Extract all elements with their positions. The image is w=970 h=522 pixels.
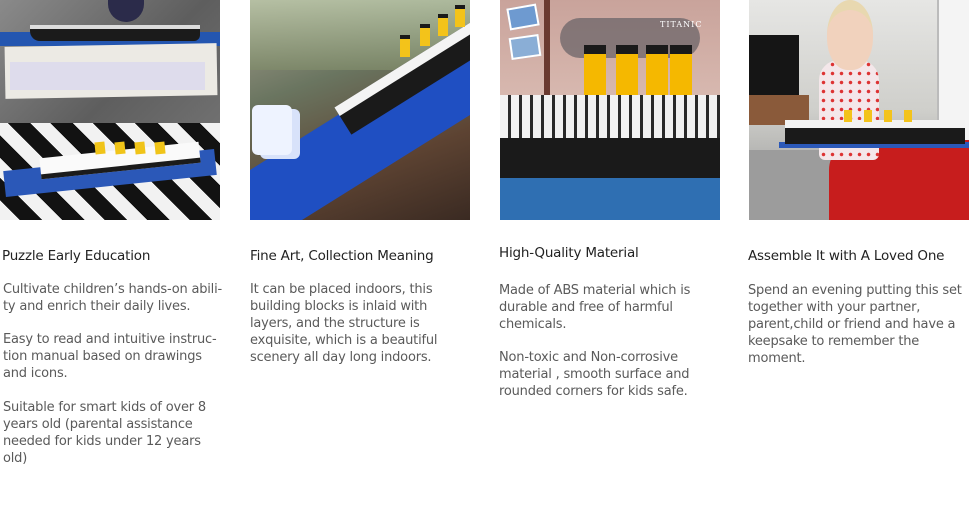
feature-column-3	[500, 0, 720, 220]
feature-title: High-Quality Material	[499, 245, 639, 261]
photo-ship-box-art	[500, 0, 720, 220]
feature-paragraph: Cultivate children’s hands-on abili- ty and enrich their daily lives.	[3, 282, 222, 314]
feature-paragraph: Suitable for smart kids of over 8 years old (parental assistance needed for kids under 12 years old)	[3, 400, 206, 466]
feature-column-1	[0, 0, 220, 220]
photo-child-holding-ship	[749, 0, 969, 220]
feature-paragraph: Non-toxic and Non-corrosive material , smooth surface and rounded corners for kids safe.	[499, 350, 690, 399]
feature-title: Fine Art, Collection Meaning	[250, 248, 434, 264]
feature-column-4	[749, 0, 969, 220]
feature-paragraph: Made of ABS material which is durable and free of harmful chemicals.	[499, 283, 691, 332]
feature-title: Assemble It with A Loved One	[748, 248, 945, 264]
box-art-label: TITANIC	[660, 20, 703, 29]
photo-ship-on-table-and-rug	[0, 0, 220, 220]
feature-title: Puzzle Early Education	[2, 248, 151, 264]
photo-ship-on-glass-table	[250, 0, 470, 220]
feature-paragraph: Easy to read and intuitive instruc- tion manual based on drawings and icons.	[3, 332, 217, 381]
feature-paragraph: Spend an evening putting this set together with your partner, parent,child or friend and have a keepsake to remember the moment.	[748, 283, 962, 366]
feature-column-2	[250, 0, 470, 220]
feature-paragraph: It can be placed indoors, this building blocks is inlaid with layers, and the structure is exquisite, which is a beautiful scenery all day long indoors.	[250, 282, 438, 365]
